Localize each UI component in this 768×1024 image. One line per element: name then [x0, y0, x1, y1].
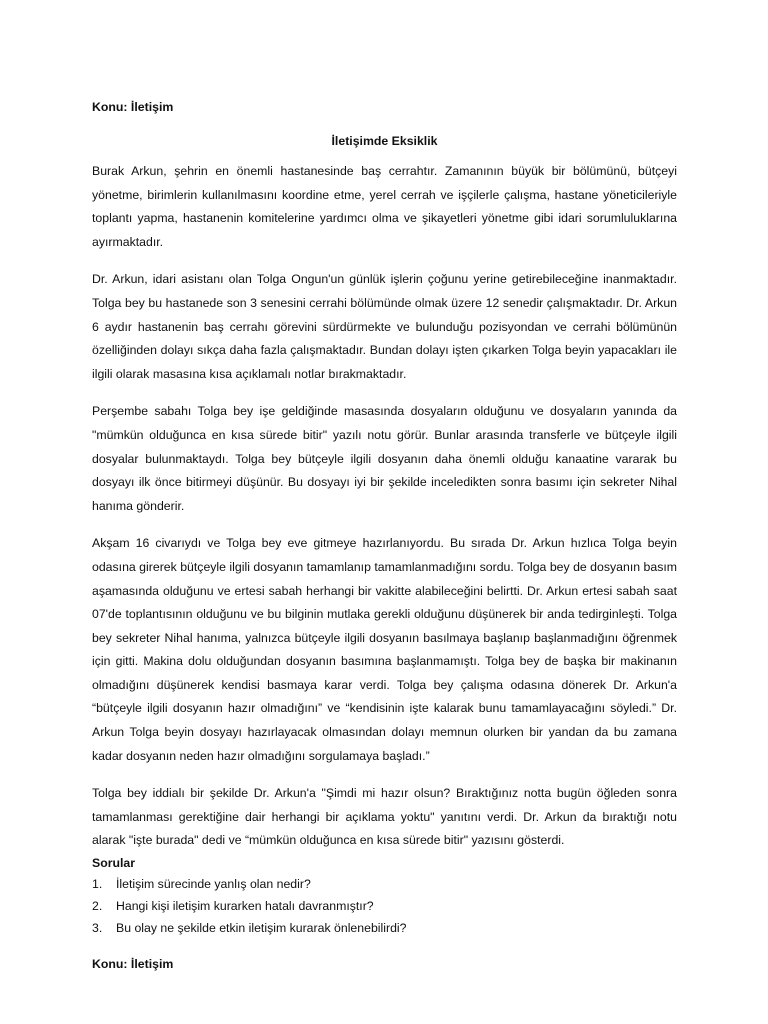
footer-topic-heading: Konu: İletişim — [92, 957, 174, 972]
document-page — [92, 98, 677, 973]
question-item — [92, 873, 677, 895]
question-text: Hangi kişi iletişim kurarken hatalı davranmıştır? — [116, 899, 374, 914]
question-item — [92, 895, 677, 917]
questions-title: Sorular — [92, 856, 136, 871]
paragraph-3: Perşembe sabahı Tolga bey işe geldiğinde masasında dosyaların olduğunu ve dosyaların yanında da "mümkün olduğunca en kısa sürede bitir" yazılı notu görür. Bunlar arasında transferle ve bütçeyle ilgili dosyalar bulunmaktaydı. Tolga bey bütçeyle ilgili dosyanın daha önemli olduğu kanaatine vararak bu dosyayı ilk önce bitirmeyi düşünür. Bu dosyayı iyi bir şekilde inceledikten sonra basımı için sekreter Nihal hanıma gönderir. — [92, 404, 677, 513]
topic-heading: Konu: İletişim — [92, 100, 174, 114]
question-number: 1. — [92, 877, 103, 892]
paragraph-4: Akşam 16 civarıydı ve Tolga bey eve gitmeye hazırlanıyordu. Bu sırada Dr. Arkun hızlıca Tolga beyin odasına girerek bütçeyle ilgili dosyanın tamamlanıp tamamlanmadığını sordu. Tolga bey de dosyanın basım aşamasında olduğunu ve ertesi sabah herhangi bir vakitte alabileceğini belirtti. Dr. Arkun ertesi sabah saat 07'de toplantısının olduğunu ve bu bilginin mutlaka gerekli olduğunu düşünerek bir anda tedirginleşti. Tolga bey sekreter Nihal hanıma, yalnızca bütçeyle ilgili dosyanın basılmaya başlanıp başlanmadığını öğrenmek için gitti. Makina dolu olduğundan dosyanın basımına başlanmamıştı. Tolga bey de başka bir makinanın olmadığını düşünerek kendisi basmaya karar verdi. Tolga bey çalışma odasına dönerek Dr. Arkun'a “bütçeyle ilgili dosyanın hazır olmadığını” ve “kendisinin işte kalarak bunu tamamlayacağını söyledi.” Dr. Arkun Tolga beyin dosyayı hazırlayacak olmasından dolayı memnun olurken bir yandan da bu zamana kadar dosyanın neden hazır olmadığını sorgulamaya başladı.” — [92, 536, 677, 763]
question-number: 3. — [92, 921, 103, 936]
question-number: 2. — [92, 899, 103, 914]
paragraph-5: Tolga bey iddialı bir şekilde Dr. Arkun'a "Şimdi mi hazır olsun? Bıraktığınız notta bugün öğleden sonra tamamlanması gerektiğine dair herhangi bir açıklama yoktu" yanıtını verdi. Dr. Arkun da bıraktığı notu alarak "işte burada" dedi ve “mümkün olduğunca en kısa sürede bitir" yazısını gösterdi. — [92, 786, 677, 848]
paragraph-2: Dr. Arkun, idari asistanı olan Tolga Ongun'un günlük işlerin çoğunu yerine getirebileceğine inanmaktadır. Tolga bey bu hastanede son 3 senesini cerrahi bölümünde olmak üzere 12 senedir çalışmaktadır. Dr. Arkun 6 aydır hastanenin baş cerrahı görevini sürdürmekte ve bulunduğu pozisyondan ve cerrahi bölümünün özelliğinden dolayı sıkça daha fazla çalışmaktadır. Bundan dolayı işten çıkarken Tolga beyin yapacakları ile ilgili olarak masasına kısa açıklamalı notlar bırakmaktadır. — [92, 272, 677, 381]
questions-list — [92, 873, 677, 939]
question-item — [92, 917, 677, 939]
question-text: Bu olay ne şekilde etkin iletişim kurarak önlenebilirdi? — [116, 921, 407, 936]
document-title: İletişimde Eksiklik — [331, 134, 438, 148]
question-text: İletişim sürecinde yanlış olan nedir? — [116, 877, 311, 892]
paragraph-1: Burak Arkun, şehrin en önemli hastanesinde baş cerrahtır. Zamanının büyük bir bölümünü, bütçeyi yönetme, birimlerin kullanılmasını koordine etme, yerel cerrah ve işçilerle çalışma, hastane yöneticileriyle toplantı yapma, hastanenin komitelerine yardımcı olma ve şikayetleri yönetme gibi idari sorumluluklarına ayırmaktadır. — [92, 164, 677, 249]
